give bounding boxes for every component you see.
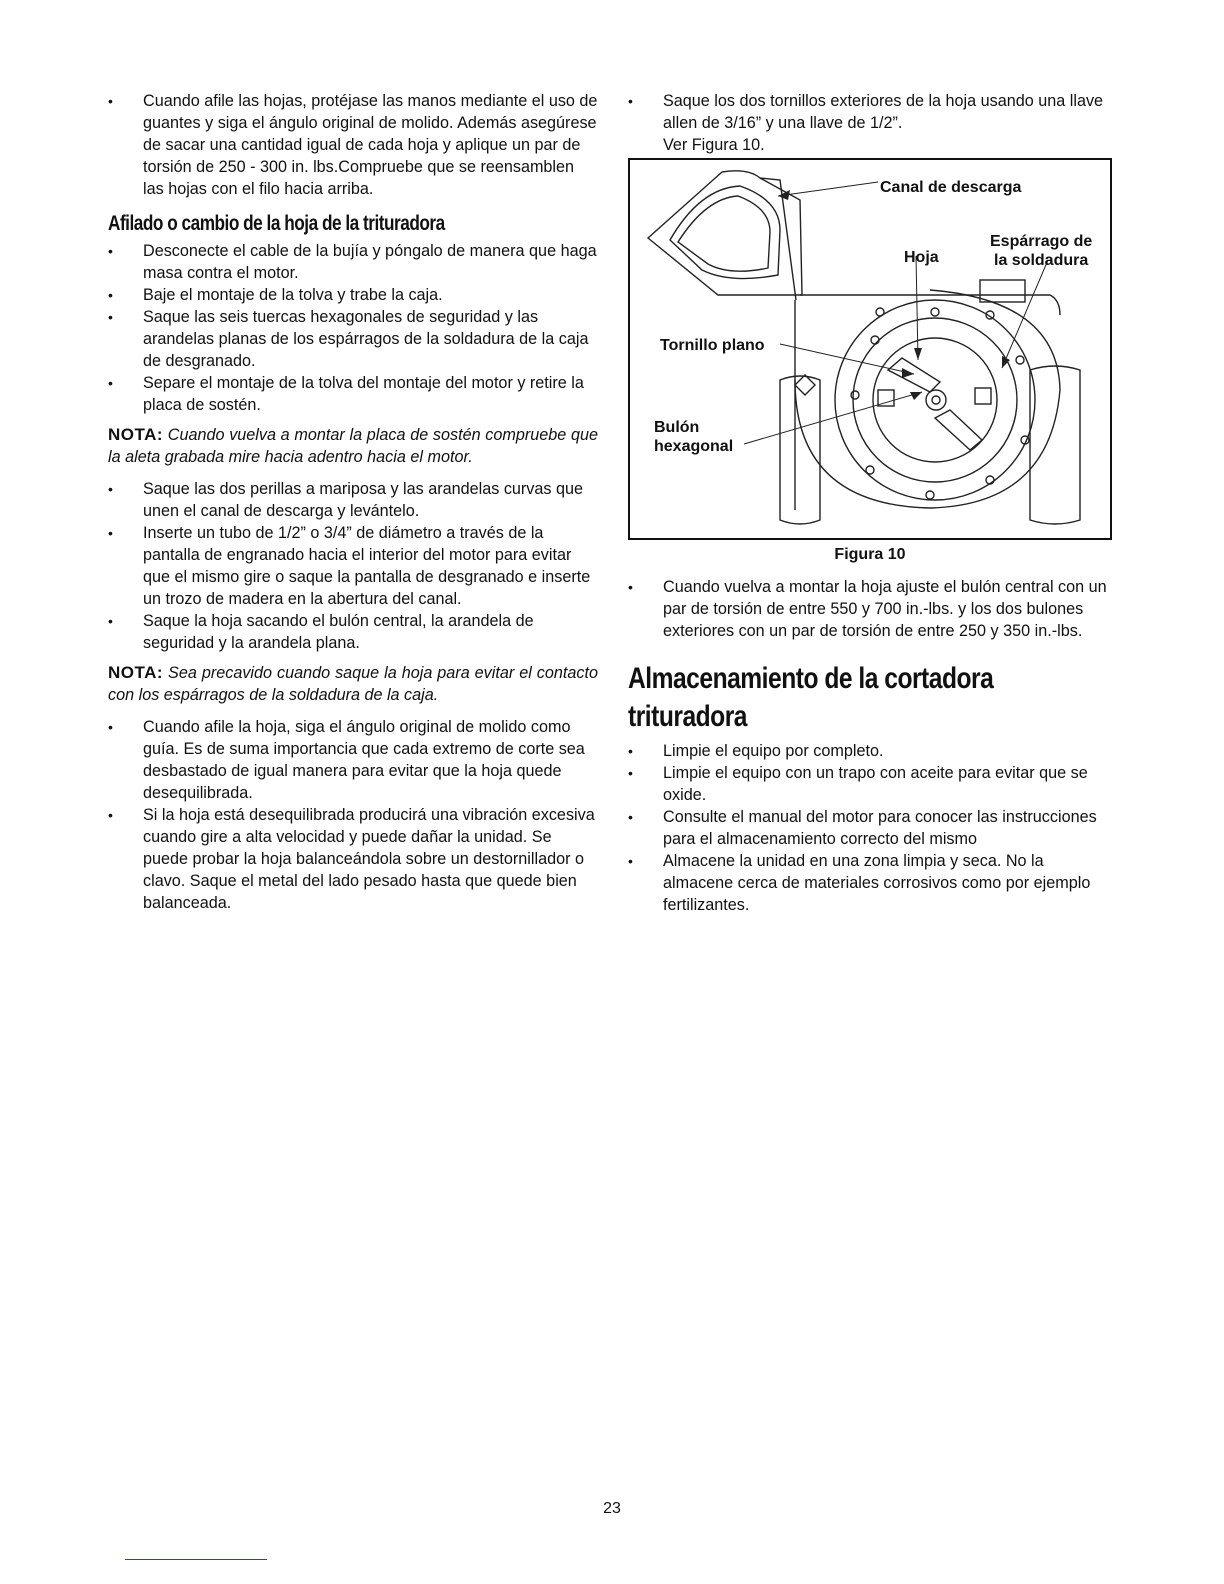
- label-hex-bolt: [654, 418, 733, 456]
- right-wheel: [1030, 366, 1080, 524]
- list-item: • Inserte un tubo de 1/2” o 3/4” de diámetro a través de la pantalla de engranado hacia el interior del motor para evitar que el mismo gire o saque la pantalla de desgranado e inserte un trozo de madera en la abertura del canal.: [108, 522, 598, 610]
- list-item: • Desconecte el cable de la bujía y póngalo de manera que haga masa contra el motor.: [108, 240, 598, 284]
- discharge-chute-outline: [648, 171, 802, 295]
- footer-rule: [125, 1559, 267, 1560]
- intro-bullet-list: [108, 90, 598, 200]
- blade-steps-list-b: [108, 478, 598, 654]
- label-weld-stud: [990, 232, 1092, 270]
- list-item: • Cuando afile las hojas, protéjase las manos mediante el uso de guantes y siga el ángulo original de molido. Además asegúrese de sacar una cantidad igual de cada hoja y aplique un par de torsión de 250 - 300 in. lbs.Compruebe que se reensamblen las hojas con el filo hacia arriba.: [108, 90, 598, 200]
- housing-ring: [835, 300, 1035, 500]
- storage-list: [628, 740, 1116, 916]
- center-hub: [926, 390, 946, 410]
- bolt-bracket-right: [975, 388, 991, 404]
- note-blade-caution: [108, 662, 598, 706]
- chute-inner-opening: [670, 186, 780, 279]
- label-hex-bolt-line1: Bulón: [654, 419, 700, 436]
- label-weld-stud-line1: Espárrago de: [990, 233, 1093, 250]
- list-item: • Separe el montaje de la tolva del montaje del motor y retire la placa de sostén.: [108, 372, 598, 416]
- list-item: • Consulte el manual del motor para conocer las instrucciones para el almacenamiento correcto del mismo: [628, 806, 1116, 850]
- note-text: Cuando vuelva a montar la placa de sostén compruebe que la aleta grabada mire hacia adentro hacia el motor.: [108, 426, 598, 466]
- note-label: NOTA:: [108, 425, 164, 444]
- blade-steps-list-c: [108, 716, 598, 914]
- label-discharge-chute: Canal de descarga: [880, 179, 1022, 196]
- blade-arm-left: [888, 358, 940, 392]
- note-label: NOTA:: [108, 663, 164, 682]
- list-item: [628, 90, 1116, 156]
- bolt-removal-list: [628, 90, 1116, 156]
- list-item: • Baje el montaje de la tolva y trabe la caja.: [108, 284, 598, 306]
- list-item: • Cuando vuelva a montar la hoja ajuste el bulón central con un par de torsión de entre 550 y 700 in.-lbs. y los dos bulones exteriores con un par de torsión de entre 250 y 350 in.-lbs.: [628, 576, 1116, 642]
- left-column: [108, 90, 598, 914]
- list-item: • Limpie el equipo con un trapo con aceite para evitar que se oxide.: [628, 762, 1116, 806]
- housing-bracket: [980, 280, 1025, 302]
- list-item: • Almacene la unidad en una zona limpia y seca. No la almacene cerca de materiales corrosivos como por ejemplo fertilizantes.: [628, 850, 1116, 916]
- label-hex-bolt-line2: hexagonal: [654, 438, 734, 455]
- figure-10-illustration: [628, 158, 1112, 540]
- label-blade: Hoja: [904, 249, 939, 266]
- page-number: 23: [603, 1500, 621, 1517]
- note-text: Sea precavido cuando saque la hoja para evitar el contacto con los espárragos de la soldadura de la caja.: [108, 664, 598, 704]
- list-item: • Cuando afile la hoja, siga el ángulo original de molido como guía. Es de suma importancia que cada extremo de corte sea desbastado de igual manera para evitar que la hoja quede desequilibrada.: [108, 716, 598, 804]
- reassembly-list: [628, 576, 1116, 642]
- label-weld-stud-line2: la soldadura: [994, 252, 1089, 269]
- right-column: [628, 90, 1116, 916]
- figure-reference: Ver Figura 10.: [663, 136, 765, 154]
- list-item: • Saque la hoja sacando el bulón central, la arandela de seguridad y la arandela plana.: [108, 610, 598, 654]
- bolt-bracket-left: [878, 390, 894, 406]
- blade-arm-right: [935, 410, 982, 450]
- section-heading-storage: Almacenamiento de la cortadora trituradora: [628, 662, 994, 733]
- list-item: • Saque las seis tuercas hexagonales de seguridad y las arandelas planas de los espárragos de la soldadura de la caja de desgranado.: [108, 306, 598, 372]
- label-flat-screw: Tornillo plano: [660, 337, 765, 354]
- figure-caption: Figura 10: [834, 546, 906, 563]
- section-heading-blade-sharpening: Afilado o cambio de la hoja de la trituradora: [108, 212, 445, 235]
- list-item: • Limpie el equipo por completo.: [628, 740, 1116, 762]
- blade-steps-list-a: [108, 240, 598, 416]
- list-item: • Saque las dos perillas a mariposa y las arandelas curvas que unen el canal de descarga y levántelo.: [108, 478, 598, 522]
- list-item: • Si la hoja está desequilibrada producirá una vibración excesiva cuando gire a alta velocidad y puede dañar la unidad. Se puede probar la hoja balanceándola sobre un destornillador o clavo. Saque el metal del lado pesado hasta que quede bien balanceada.: [108, 804, 598, 914]
- left-wheel: [780, 376, 820, 524]
- note-support-plate: [108, 424, 598, 468]
- bolt-removal-text: Saque los dos tornillos exteriores de la hoja usando una llave allen de 3/16” y una llave de 1/2”.: [663, 92, 1104, 132]
